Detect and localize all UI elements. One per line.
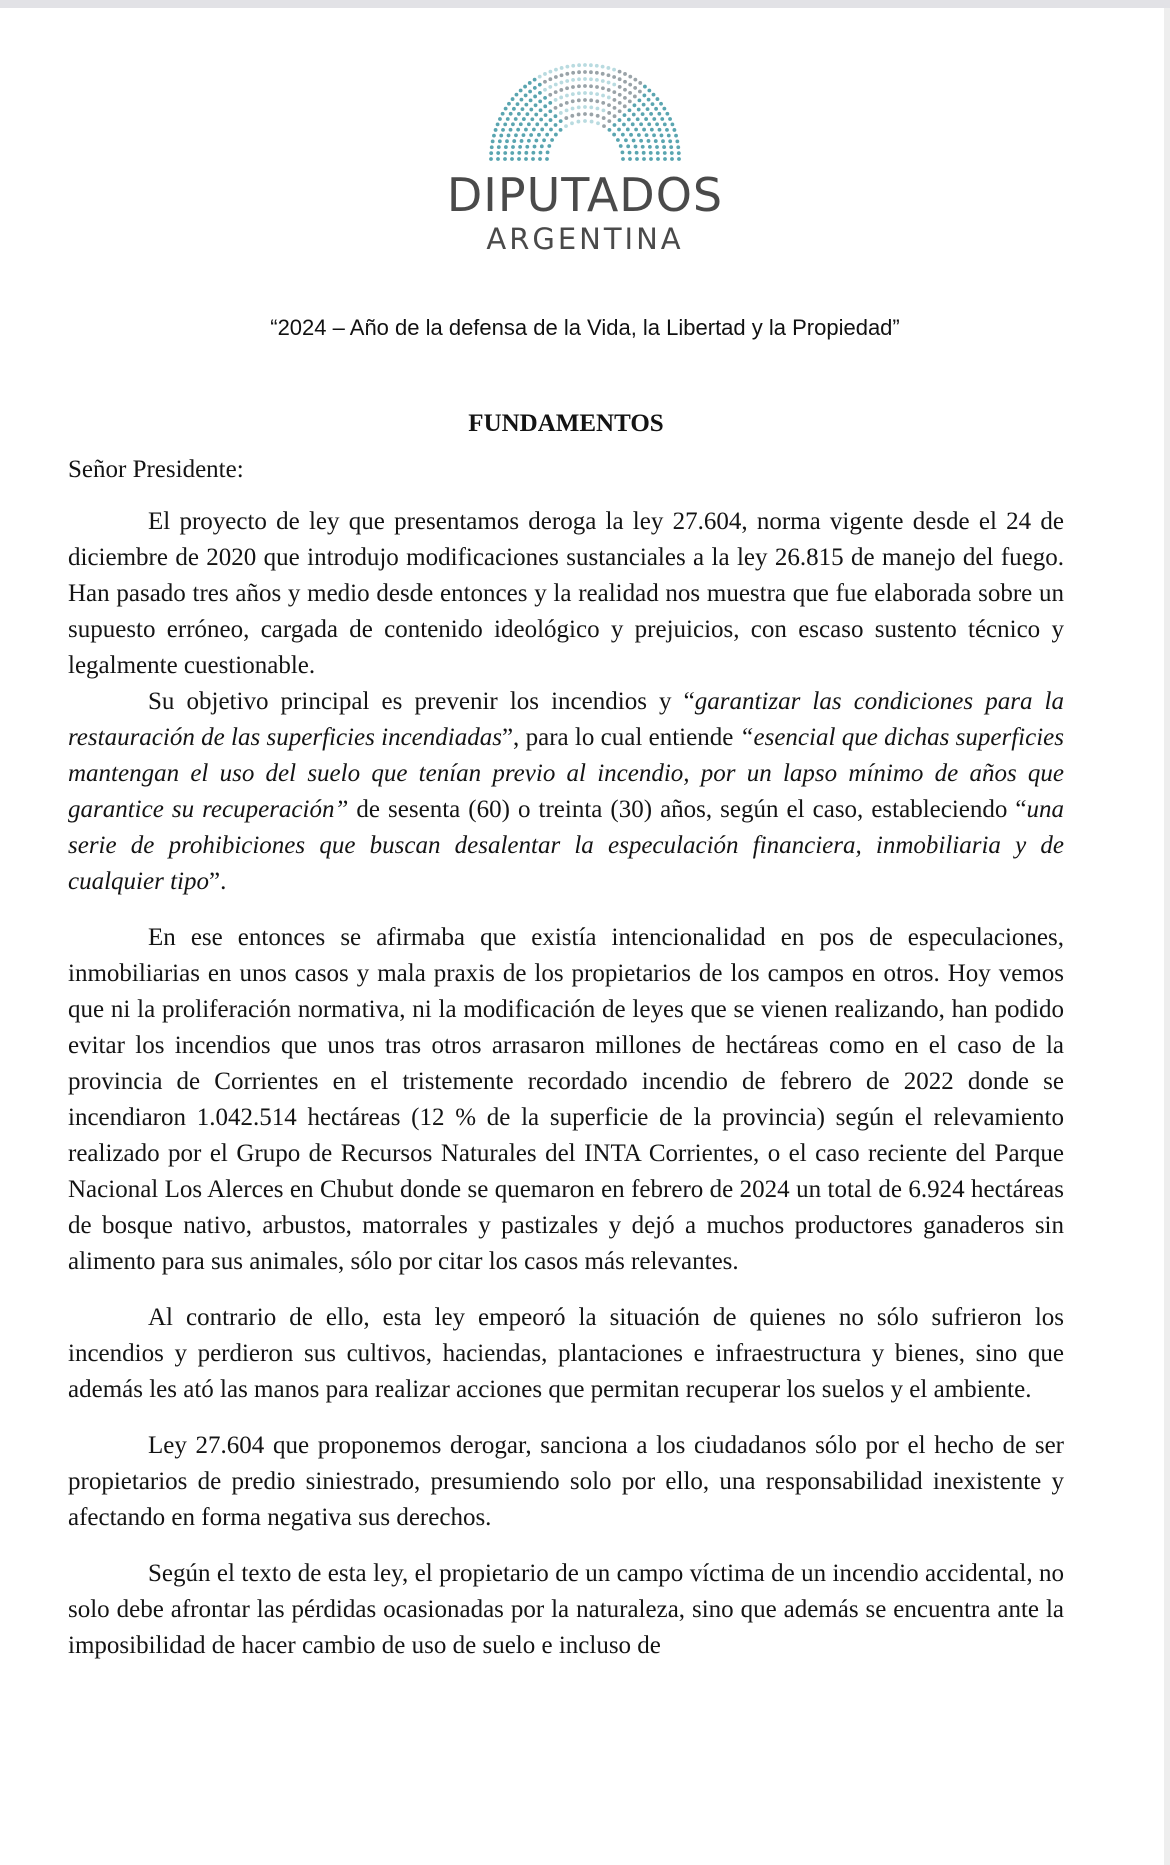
p2-quote-2: “esencial que dichas superficies mantengan el uso del suelo que tenían previo al incendio, por un lapso mínimo de años que garantice su recuperación” — [68, 724, 1064, 823]
p2-quote-1: garantizar las condiciones para la restauración de las superficies incendiadas — [68, 688, 1064, 751]
paragraph-5: Ley 27.604 que proponemos derogar, sanciona a los ciudadanos sólo por el hecho de ser propietarios de predio siniestrado, presumiendo solo por ello, una responsabilidad inexistente y afectando en forma negativa sus derechos. — [68, 1432, 1064, 1531]
motto-line: “2024 – Año de la defensa de la Vida, la Libertad y la Propiedad” — [270, 315, 900, 340]
paragraph-6: Según el texto de esta ley, el propietario de un campo víctima de un incendio accidental, no solo debe afrontar las pérdidas ocasionadas por la naturaleza, sino que además se encuentra ante la imposibilidad de hacer cambio de uso de suelo e incluso de — [68, 1560, 1064, 1659]
hemicycle-logo-icon — [475, 63, 695, 163]
paragraph-4: Al contrario de ello, esta ley empeoró la situación de quienes no sólo sufrieron los incendios y perdieron sus cultivos, haciendas, plantaciones e infraestructura y bienes, sino que además les ató las manos para realizar acciones que permitan recuperar los suelos y el ambiente. — [68, 1304, 1064, 1403]
logo-title: DIPUTADOS — [446, 168, 724, 222]
paragraph-3: En ese entonces se afirmaba que existía intencionalidad en pos de especulaciones, inmobiliarias en unos casos y mala praxis de los propietarios de los campos en otros. Hoy vemos que ni la proliferación normativa, ni la modificación de leyes que se vienen realizando, han podido evitar los incendios que unos tras otros arrasaron millones de hectáreas como en el caso de la provincia de Corrientes en el tristemente recordado incendio de febrero de 2022 donde se incendiaron 1.042.514 hectáreas (12 % de la superficie de la provincia) según el relevamiento realizado por el Grupo de Recursos Naturales del INTA Corrientes, o el caso reciente del Parque Nacional Los Alerces en Chubut donde se quemaron en febrero de 2024 un total de 6.924 hectáreas de bosque nativo, arbustos, matorrales y pastizales y dejó a muchos productores ganaderos sin alimento para sus animales, sólo por citar los casos más relevantes. — [68, 924, 1064, 1275]
section-heading: FUNDAMENTOS — [468, 410, 664, 437]
paragraph-1: El proyecto de ley que presentamos deroga la ley 27.604, norma vigente desde el 24 de diciembre de 2020 que introdujo modificaciones sustanciales a la ley 26.815 de manejo del fuego. Han pasado tres años y medio desde entonces y la realidad nos muestra que fue elaborada sobre un supuesto erróneo, cargada de contenido ideológico y prejuicios, con escaso sustento técnico y legalmente cuestionable. — [68, 508, 1064, 679]
logo-block — [0, 63, 1170, 257]
page-edge — [1164, 8, 1170, 1865]
paragraph-2 — [68, 684, 1064, 900]
document-body — [68, 406, 1064, 1664]
p2-text-a: Su objetivo principal es prevenir los incendios y “ — [148, 688, 695, 715]
p2-text-g: ”. — [208, 868, 227, 895]
logo-subtitle: ARGENTINA — [486, 222, 684, 256]
p2-quote-3: una serie de prohibiciones que buscan desalentar la especulación financiera, inmobiliaria y de cualquier tipo — [68, 796, 1065, 895]
p2-text-e: de sesenta (60) o treinta (30) años, según el caso, estableciendo “ — [348, 796, 1027, 823]
p2-text-c: ”, para lo cual entiende — [501, 724, 740, 751]
salutation: Señor Presidente: — [68, 456, 244, 483]
